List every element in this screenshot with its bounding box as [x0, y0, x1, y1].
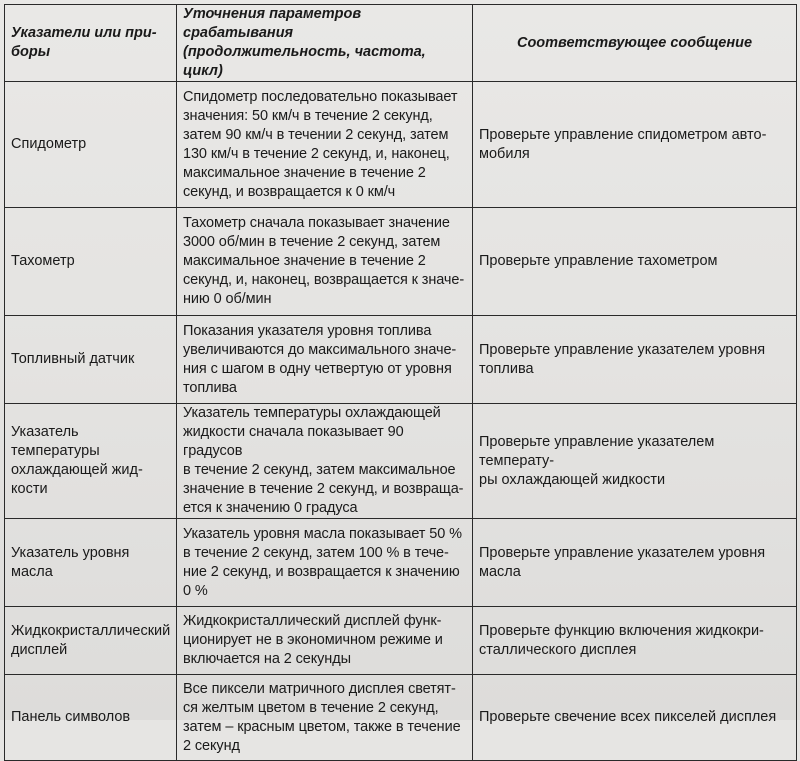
table-row	[5, 519, 797, 607]
table-row	[5, 82, 797, 208]
params-cell: Все пиксели матричного дисплея светят- ся желтым цветом в течение 2 секунд, затем – красным цветом, также в течение 2 секунд	[177, 675, 473, 761]
table-row	[5, 607, 797, 675]
message-cell: Проверьте функцию включения жидкокри- сталлического дисплея	[473, 607, 797, 675]
message-cell: Проверьте управление указателем уровня масла	[473, 519, 797, 607]
device-cell: Спидометр	[5, 82, 177, 208]
instrument-test-table	[4, 4, 797, 761]
table-row	[5, 404, 797, 519]
message-cell: Проверьте свечение всех пикселей дисплея	[473, 675, 797, 761]
device-cell: Панель символов	[5, 675, 177, 761]
header-devices: Указатели или при- боры	[5, 5, 177, 82]
message-cell: Проверьте управление указателем уровня топлива	[473, 316, 797, 404]
params-cell: Показания указателя уровня топлива увеличиваются до максимального значе- ния с шагом в одну четвертую от уровня топлива	[177, 316, 473, 404]
table-header-row	[5, 5, 797, 82]
device-cell: Жидкокристаллический дисплей	[5, 607, 177, 675]
header-message: Соответствующее сообщение	[473, 5, 797, 82]
message-cell: Проверьте управление тахометром	[473, 208, 797, 316]
params-cell: Спидометр последовательно показывает значения: 50 км/ч в течение 2 секунд, затем 90 км/ч в течении 2 секунд, затем 130 км/ч в течение 2 секунд, и, наконец, максимальное значение в течение 2 секунд, и возвращается к 0 км/ч	[177, 82, 473, 208]
table-row	[5, 208, 797, 316]
params-cell: Тахометр сначала показывает значение 3000 об/мин в течение 2 секунд, затем максимальное значение в течение 2 секунд, и, наконец, возвращается к значе- нию 0 об/мин	[177, 208, 473, 316]
table-row	[5, 675, 797, 761]
message-cell: Проверьте управление указателем температу- ры охлаждающей жидкости	[473, 404, 797, 519]
device-cell: Указатель температуры охлаждающей жид- кости	[5, 404, 177, 519]
device-cell: Топливный датчик	[5, 316, 177, 404]
params-cell: Жидкокристаллический дисплей функ- ционирует не в экономичном режиме и включается на 2 секунды	[177, 607, 473, 675]
device-cell: Тахометр	[5, 208, 177, 316]
params-cell: Указатель уровня масла показывает 50 % в течение 2 секунд, затем 100 % в тече- ние 2 секунд, и возвращается к значению 0 %	[177, 519, 473, 607]
header-parameters: Уточнения параметров срабатывания (продолжительность, частота, цикл)	[177, 5, 473, 82]
message-cell: Проверьте управление спидометром авто- мобиля	[473, 82, 797, 208]
device-cell: Указатель уровня масла	[5, 519, 177, 607]
table-row	[5, 316, 797, 404]
params-cell: Указатель температуры охлаждающей жидкости сначала показывает 90 градусов в течение 2 секунд, затем максимальное значение в течение 2 секунд, и возвраща- ется к значению 0 градуса	[177, 404, 473, 519]
